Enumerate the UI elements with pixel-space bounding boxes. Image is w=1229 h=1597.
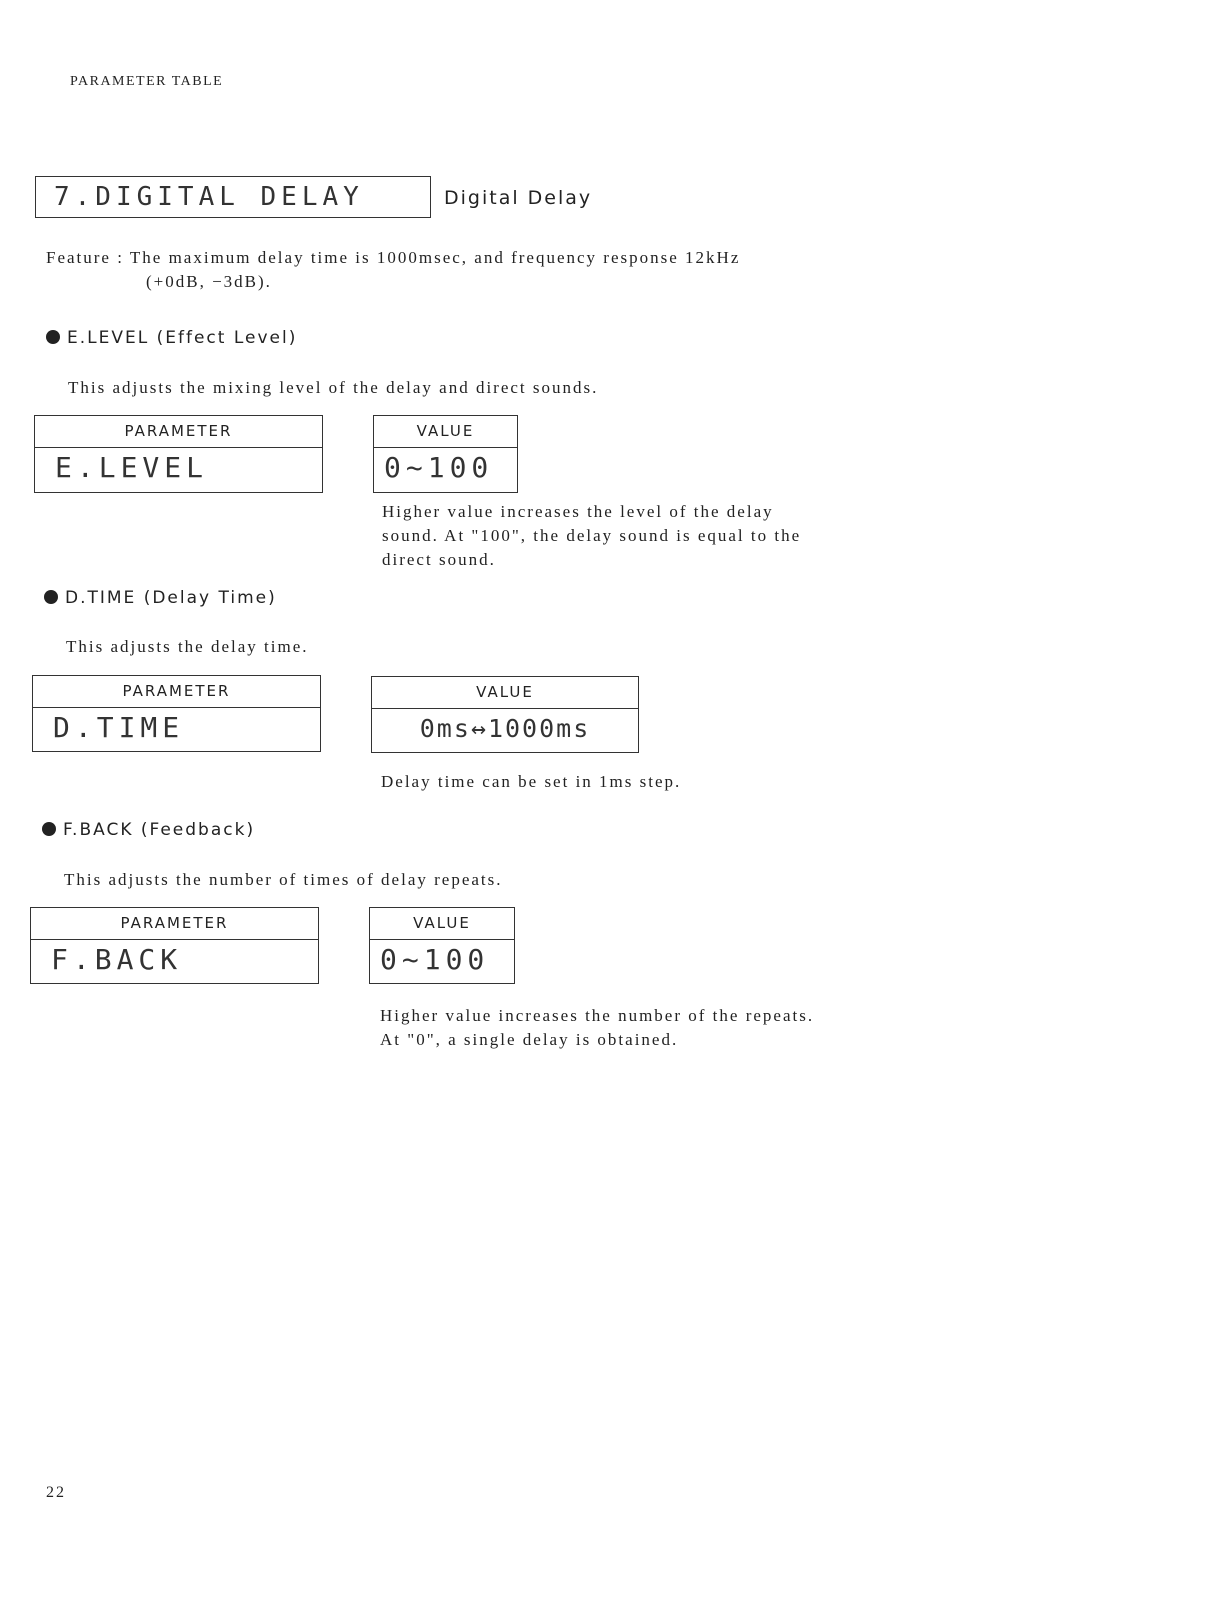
title-display: 7.DIGITAL DELAY [35, 176, 431, 218]
parameter-header: PARAMETER [31, 908, 318, 940]
feature-description [46, 246, 740, 294]
section-intro-dtime: This adjusts the delay time. [66, 637, 309, 656]
note-line: Higher value increases the number of the repeats. [380, 1006, 815, 1025]
parameter-header: PARAMETER [33, 676, 320, 708]
feature-line-2: (+0dB, −3dB). [146, 272, 272, 291]
note-line: Higher value increases the level of the delay [382, 502, 774, 521]
parameter-header: PARAMETER [35, 416, 322, 448]
value-header: VALUE [374, 416, 517, 448]
parameter-table-elevel [34, 415, 323, 493]
value-table-elevel [373, 415, 518, 493]
page-number: 22 [46, 1484, 66, 1501]
value-table-dtime [371, 676, 639, 753]
parameter-table-fback [30, 907, 319, 984]
section-intro-fback: This adjusts the number of times of delay repeats. [64, 870, 503, 889]
bullet-icon [44, 590, 58, 604]
value-display: 0~100 [380, 943, 490, 976]
bullet-icon [42, 822, 56, 836]
page-header: PARAMETER TABLE [70, 74, 224, 89]
parameter-display: E.LEVEL [55, 451, 209, 484]
section-note-fback [380, 1004, 814, 1052]
section-heading-fback: F.BACK (Feedback) [42, 820, 255, 840]
value-header: VALUE [370, 908, 514, 940]
value-table-fback [369, 907, 515, 984]
value-header: VALUE [372, 677, 638, 709]
section-note-elevel [382, 500, 801, 572]
title-description: Digital Delay [444, 187, 593, 209]
parameter-display: F.BACK [51, 943, 183, 976]
note-line: At "0", a single delay is obtained. [380, 1030, 679, 1049]
note-line: Delay time can be set in 1ms step. [381, 772, 682, 791]
note-line: sound. At "100", the delay sound is equal to the [382, 526, 802, 545]
bullet-icon [46, 330, 60, 344]
section-heading-dtime: D.TIME (Delay Time) [44, 588, 277, 608]
section-intro-elevel: This adjusts the mixing level of the delay and direct sounds. [68, 378, 599, 397]
note-line: direct sound. [382, 550, 496, 569]
parameter-display: D.TIME [53, 711, 185, 744]
value-display: 0~100 [384, 451, 494, 484]
section-heading-elevel: E.LEVEL (Effect Level) [46, 328, 297, 348]
section-note-dtime [381, 770, 681, 794]
parameter-table-dtime [32, 675, 321, 752]
value-display: 0ms↔1000ms [419, 714, 591, 743]
feature-line-1: Feature : The maximum delay time is 1000msec, and frequency response 12kHz [46, 248, 741, 267]
